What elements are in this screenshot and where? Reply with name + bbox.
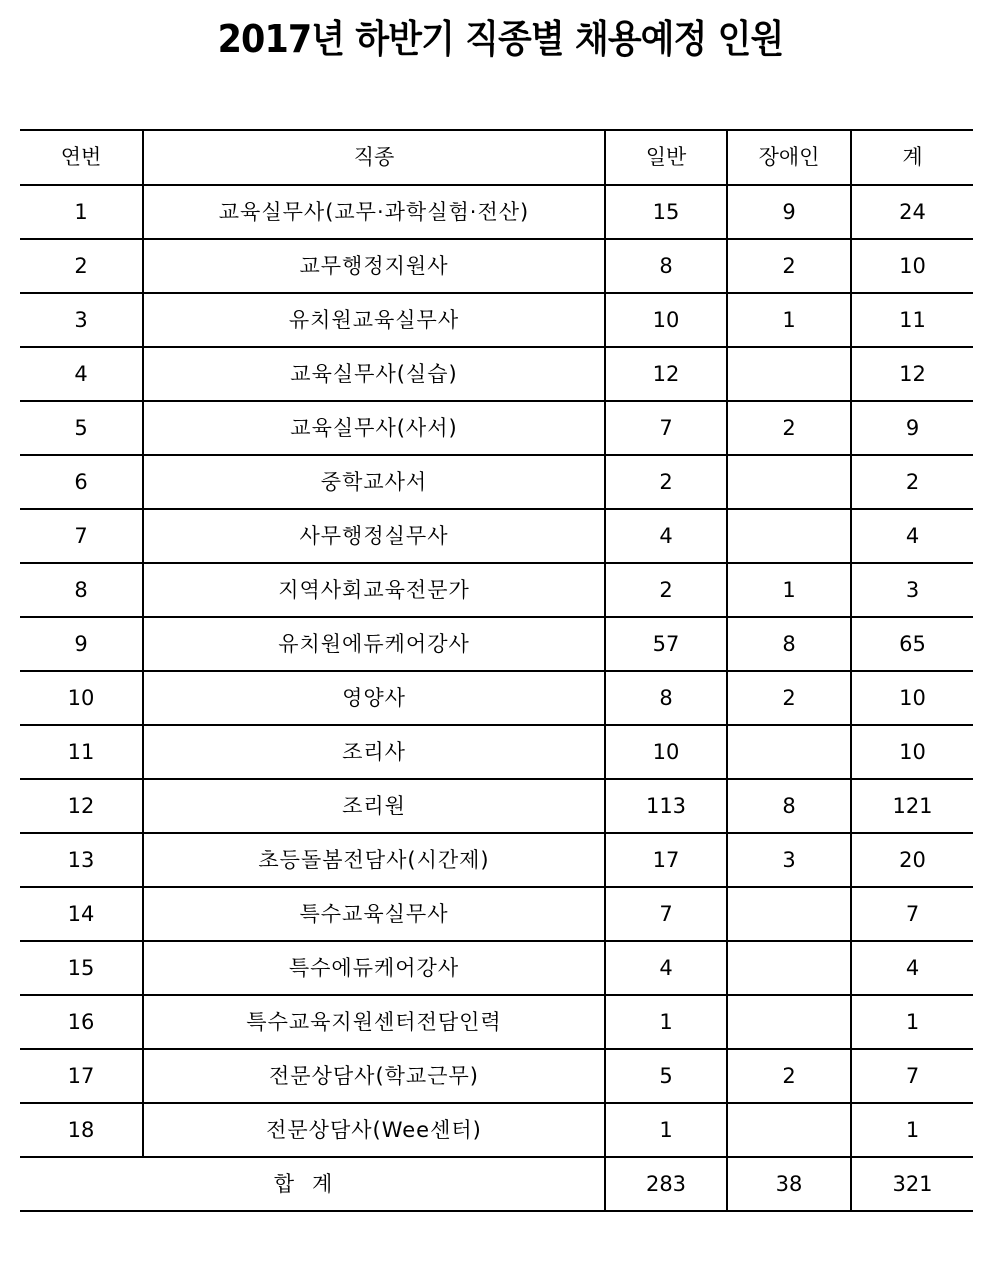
cell-disabled (727, 455, 851, 509)
table-body (20, 185, 973, 1157)
total-general: 283 (605, 1157, 727, 1211)
cell-total: 121 (851, 779, 973, 833)
cell-job: 초등돌봄전담사(시간제) (143, 833, 605, 887)
cell-no: 10 (20, 671, 143, 725)
cell-total: 20 (851, 833, 973, 887)
cell-job: 교육실무사(사서) (143, 401, 605, 455)
cell-job: 특수교육지원센터전담인력 (143, 995, 605, 1049)
cell-no: 9 (20, 617, 143, 671)
cell-general: 12 (605, 347, 727, 401)
table-row (20, 833, 973, 887)
total-label: 합계 (20, 1157, 605, 1211)
cell-no: 3 (20, 293, 143, 347)
table-row (20, 455, 973, 509)
cell-job: 전문상담사(Wee센터) (143, 1103, 605, 1157)
table-row (20, 887, 973, 941)
cell-no: 6 (20, 455, 143, 509)
cell-no: 12 (20, 779, 143, 833)
cell-total: 24 (851, 185, 973, 239)
table-row (20, 779, 973, 833)
table-row (20, 725, 973, 779)
cell-total: 2 (851, 455, 973, 509)
cell-disabled (727, 887, 851, 941)
header-no: 연번 (20, 130, 143, 185)
cell-no: 2 (20, 239, 143, 293)
cell-job: 조리원 (143, 779, 605, 833)
cell-no: 4 (20, 347, 143, 401)
cell-disabled (727, 347, 851, 401)
total-row (20, 1157, 973, 1211)
cell-general: 4 (605, 941, 727, 995)
header-total: 계 (851, 130, 973, 185)
cell-total: 10 (851, 239, 973, 293)
cell-job: 중학교사서 (143, 455, 605, 509)
cell-general: 8 (605, 239, 727, 293)
cell-disabled: 2 (727, 671, 851, 725)
table-row (20, 293, 973, 347)
cell-total: 11 (851, 293, 973, 347)
cell-job: 교무행정지원사 (143, 239, 605, 293)
cell-total: 65 (851, 617, 973, 671)
table-row (20, 509, 973, 563)
table-row (20, 185, 973, 239)
recruitment-table (20, 129, 973, 1212)
cell-total: 4 (851, 941, 973, 995)
cell-job: 교육실무사(실습) (143, 347, 605, 401)
cell-total: 12 (851, 347, 973, 401)
table-row (20, 239, 973, 293)
cell-general: 10 (605, 293, 727, 347)
cell-total: 10 (851, 725, 973, 779)
cell-disabled (727, 995, 851, 1049)
cell-total: 7 (851, 887, 973, 941)
header-general: 일반 (605, 130, 727, 185)
table-row (20, 563, 973, 617)
cell-total: 3 (851, 563, 973, 617)
header-disabled: 장애인 (727, 130, 851, 185)
cell-job: 조리사 (143, 725, 605, 779)
cell-disabled: 2 (727, 1049, 851, 1103)
cell-total: 9 (851, 401, 973, 455)
cell-disabled: 9 (727, 185, 851, 239)
page-title: 2017년 하반기 직종별 채용예정 인원 (217, 17, 784, 61)
cell-general: 7 (605, 401, 727, 455)
cell-disabled: 2 (727, 239, 851, 293)
cell-job: 영양사 (143, 671, 605, 725)
cell-job: 지역사회교육전문가 (143, 563, 605, 617)
table-row (20, 995, 973, 1049)
total-sum: 321 (851, 1157, 973, 1211)
cell-general: 1 (605, 995, 727, 1049)
cell-general: 4 (605, 509, 727, 563)
cell-general: 2 (605, 455, 727, 509)
table-row (20, 347, 973, 401)
table-row (20, 1103, 973, 1157)
cell-no: 18 (20, 1103, 143, 1157)
header-job: 직종 (143, 130, 605, 185)
cell-total: 1 (851, 1103, 973, 1157)
cell-disabled (727, 725, 851, 779)
cell-no: 7 (20, 509, 143, 563)
cell-job: 사무행정실무사 (143, 509, 605, 563)
cell-disabled: 8 (727, 617, 851, 671)
cell-total: 1 (851, 995, 973, 1049)
cell-no: 1 (20, 185, 143, 239)
cell-no: 11 (20, 725, 143, 779)
table-row (20, 941, 973, 995)
cell-general: 1 (605, 1103, 727, 1157)
cell-general: 10 (605, 725, 727, 779)
cell-job: 교육실무사(교무·과학실험·전산) (143, 185, 605, 239)
cell-general: 57 (605, 617, 727, 671)
cell-no: 16 (20, 995, 143, 1049)
cell-total: 4 (851, 509, 973, 563)
table-row (20, 401, 973, 455)
table-row (20, 617, 973, 671)
total-disabled: 38 (727, 1157, 851, 1211)
cell-general: 17 (605, 833, 727, 887)
cell-disabled (727, 941, 851, 995)
cell-general: 7 (605, 887, 727, 941)
cell-job: 전문상담사(학교근무) (143, 1049, 605, 1103)
cell-general: 113 (605, 779, 727, 833)
table-row (20, 671, 973, 725)
cell-disabled: 1 (727, 293, 851, 347)
cell-general: 8 (605, 671, 727, 725)
cell-no: 13 (20, 833, 143, 887)
cell-total: 7 (851, 1049, 973, 1103)
cell-disabled (727, 509, 851, 563)
cell-job: 특수에듀케어강사 (143, 941, 605, 995)
cell-job: 특수교육실무사 (143, 887, 605, 941)
cell-disabled (727, 1103, 851, 1157)
cell-general: 2 (605, 563, 727, 617)
cell-no: 15 (20, 941, 143, 995)
table-row (20, 1049, 973, 1103)
cell-no: 17 (20, 1049, 143, 1103)
cell-no: 8 (20, 563, 143, 617)
cell-job: 유치원에듀케어강사 (143, 617, 605, 671)
cell-disabled: 3 (727, 833, 851, 887)
cell-disabled: 8 (727, 779, 851, 833)
cell-general: 15 (605, 185, 727, 239)
cell-general: 5 (605, 1049, 727, 1103)
table-header-row (20, 130, 973, 185)
cell-total: 10 (851, 671, 973, 725)
cell-disabled: 1 (727, 563, 851, 617)
cell-no: 5 (20, 401, 143, 455)
cell-no: 14 (20, 887, 143, 941)
cell-disabled: 2 (727, 401, 851, 455)
cell-job: 유치원교육실무사 (143, 293, 605, 347)
